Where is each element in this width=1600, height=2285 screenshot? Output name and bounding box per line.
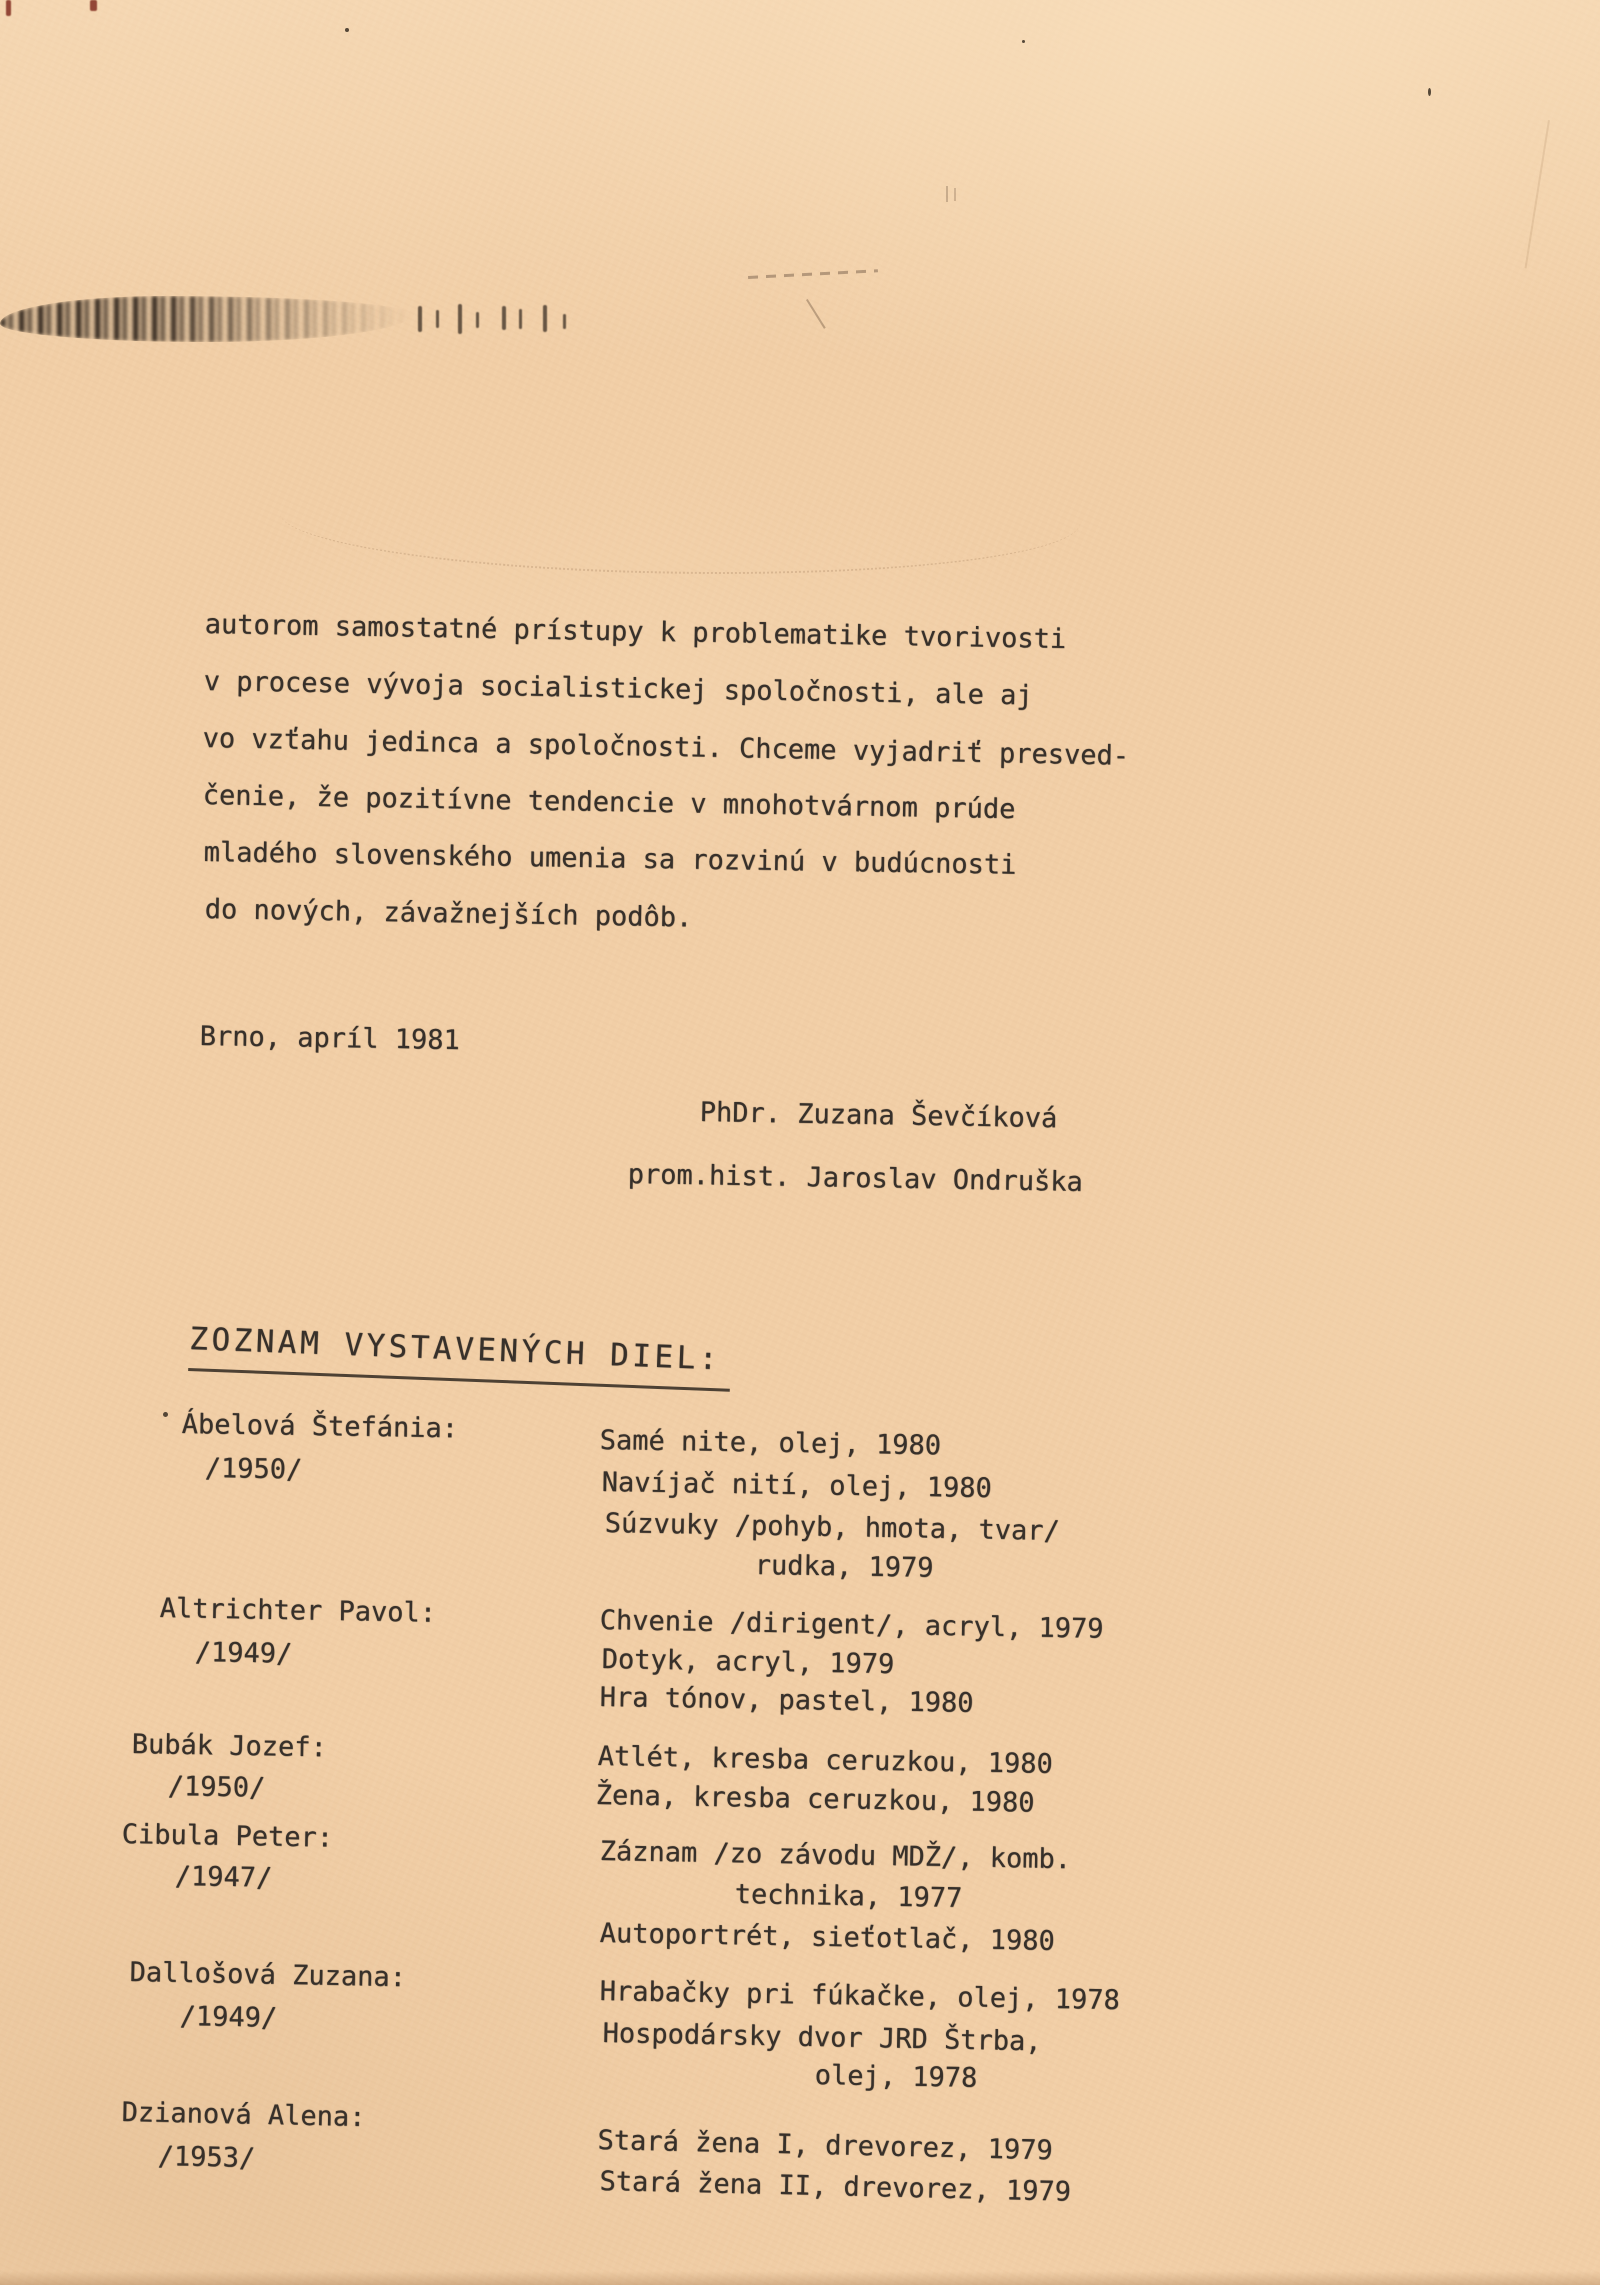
- ink-tick: [418, 306, 422, 332]
- artist-year: /1950/: [204, 1452, 303, 1486]
- work-line: Hra tónov, pastel, 1980: [599, 1681, 974, 1719]
- paragraph-line: v procese vývoja socialistickej spoločnosti, ale aj: [203, 665, 1033, 712]
- artist-name: Dzianová Alena:: [121, 2096, 366, 2134]
- artist-year: /1949/: [194, 1636, 293, 1670]
- ink-tick: [458, 304, 462, 334]
- artist-year: /1953/: [157, 2140, 256, 2175]
- work-line: Dotyk, acryl, 1979: [601, 1643, 895, 1681]
- work-line: Žena, kresba ceruzkou, 1980: [595, 1779, 1035, 1819]
- ink-smear-band: [0, 296, 412, 342]
- pencil-tick-mark: [954, 188, 956, 201]
- paragraph-line: mladého slovenského umenia sa rozvinú v budúcnosti: [203, 836, 1017, 881]
- pencil-dash-mark: [748, 269, 878, 279]
- faint-scratch-curve: [279, 452, 1082, 585]
- paper-speck: [1428, 88, 1431, 96]
- artist-year: /1950/: [167, 1770, 266, 1804]
- red-edge-mark: [90, 0, 97, 11]
- pencil-tick-mark: [946, 186, 948, 202]
- artist-name: Altrichter Pavol:: [159, 1592, 437, 1629]
- paper-speck: [163, 1412, 168, 1417]
- paper-crease: [1525, 120, 1550, 268]
- work-line: Samé nite, olej, 1980: [599, 1424, 942, 1462]
- work-line: Súzvuky /pohyb, hmota, tvar/: [604, 1507, 1061, 1547]
- ink-tick: [476, 312, 479, 328]
- work-line: Stará žena II, drevorez, 1979: [599, 2165, 1072, 2208]
- list-heading: ZOZNAM VYSTAVENÝCH DIEL:: [188, 1322, 731, 1392]
- ink-tick: [436, 310, 439, 328]
- paragraph-line: čenie, že pozitívne tendencie v mnohotvárnom prúde: [202, 779, 1016, 826]
- work-line: Hospodársky dvor JRD Štrba,: [602, 2017, 1042, 2058]
- paper-speck: [1022, 40, 1025, 43]
- work-line: Atlét, kresba ceruzkou, 1980: [597, 1740, 1054, 1780]
- ink-tick: [502, 306, 506, 330]
- paragraph-line: vo vzťahu jedinca a spoločnosti. Chceme vyjadriť presved-: [202, 722, 1130, 772]
- dateline: Brno, apríl 1981: [199, 1020, 461, 1057]
- page-bottom-edge-shadow: [0, 2271, 1600, 2285]
- work-line: Stará žena I, drevorez, 1979: [597, 2124, 1054, 2167]
- pencil-stroke-mark: [806, 299, 826, 329]
- ink-tick: [519, 309, 522, 329]
- paper-speck: [345, 28, 349, 32]
- signature-2: prom.hist. Jaroslav Ondruška: [627, 1158, 1084, 1198]
- paragraph-line: autorom samostatné prístupy k problematike tvorivosti: [204, 608, 1067, 656]
- work-line: Navíjač nití, olej, 1980: [601, 1466, 993, 1505]
- work-line: Záznam /zo závodu MDŽ/, komb.: [599, 1835, 1072, 1876]
- work-line: rudka, 1979: [754, 1549, 934, 1584]
- work-line: technika, 1977: [734, 1878, 963, 1914]
- artist-year: /1947/: [174, 1860, 273, 1894]
- ink-tick: [563, 314, 566, 329]
- work-line: Chvenie /dirigent/, acryl, 1979: [599, 1604, 1104, 1645]
- artist-name: Ábelová Štefánia:: [181, 1408, 459, 1445]
- work-line: Autoportrét, sieťotlač, 1980: [599, 1917, 1056, 1957]
- work-line: olej, 1978: [814, 2059, 978, 2094]
- artist-name: Bubák Jozef:: [131, 1728, 328, 1764]
- paragraph-line: do nových, závažnejších podôb.: [204, 893, 693, 934]
- artist-year: /1949/: [179, 2000, 278, 2034]
- ink-tick: [543, 305, 547, 332]
- signature-1: PhDr. Zuzana Ševčíková: [699, 1096, 1058, 1135]
- red-edge-mark: [6, 0, 11, 16]
- artist-name: Dallošová Zuzana:: [129, 1956, 407, 1994]
- work-line: Hrabačky pri fúkačke, olej, 1978: [599, 1975, 1121, 2017]
- artist-name: Cibula Peter:: [121, 1818, 334, 1854]
